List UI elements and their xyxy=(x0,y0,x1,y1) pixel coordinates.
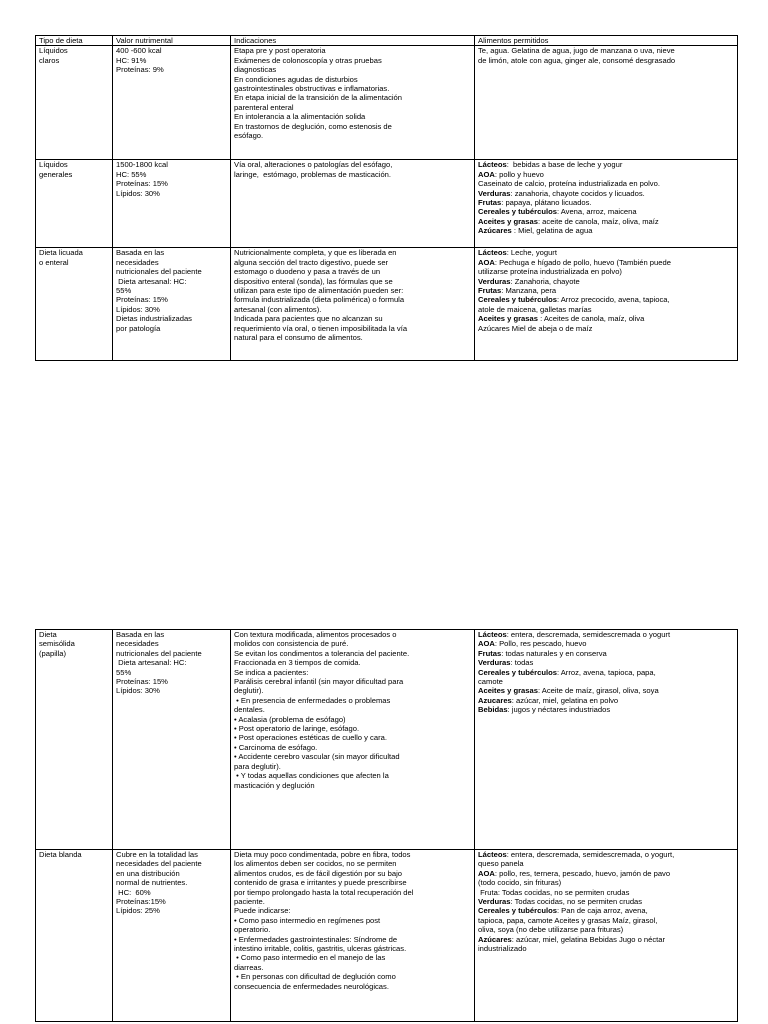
alimentos-line xyxy=(478,888,734,897)
food-group-items: : todas naturales y en conserva xyxy=(501,648,607,658)
alimentos-line xyxy=(478,859,734,868)
indicaciones-line: En trastornos de deglución, como estenosis de xyxy=(234,121,392,131)
food-group-label: Frutas xyxy=(478,648,502,658)
valor-line: Dietas industrializadas xyxy=(116,314,192,324)
diet-table-top xyxy=(35,35,738,361)
food-group-items: Te, agua. Gelatina de agua, jugo de manzana o uva, nieve xyxy=(478,46,675,56)
diet-row-dieta-semisolida xyxy=(36,630,738,850)
indicaciones-line: • Carcinoma de esófago. xyxy=(234,742,318,752)
indicaciones-line: Dieta muy poco condimentada, pobre en fibra, todos xyxy=(234,850,411,859)
food-group-items: industrializado xyxy=(478,944,527,954)
cell-indicaciones xyxy=(231,46,475,160)
valor-line: Dieta artesanal: HC: xyxy=(116,658,187,668)
valor-line: nutricionales del paciente xyxy=(116,267,202,277)
valor-line: Lípidos: 25% xyxy=(116,906,160,916)
alimentos-line xyxy=(478,286,734,295)
alimentos-line xyxy=(478,649,734,658)
food-group-label: Lácteos xyxy=(478,850,507,859)
diet-table-bottom xyxy=(35,629,738,1022)
alimentos-line xyxy=(478,639,734,648)
tipo-line: Dieta blanda xyxy=(39,850,82,859)
indicaciones-line: para deglutir). xyxy=(234,761,281,771)
valor-line: HC: 91% xyxy=(116,55,147,65)
indicaciones-line: En condiciones agudas de disturbios xyxy=(234,74,358,84)
diet-row-dieta-blanda xyxy=(36,850,738,1022)
valor-line: HC: 60% xyxy=(116,887,151,897)
header-row xyxy=(36,36,738,46)
food-group-items: : pollo, res, ternera, pescado, huevo, jamón de pavo xyxy=(494,868,671,878)
valor-line: Proteínas: 9% xyxy=(116,65,164,75)
food-group-label: Lácteos xyxy=(478,630,507,639)
cell-alimentos xyxy=(475,850,738,1022)
food-group-items: : Aceite de maíz, girasol, oliva, soya xyxy=(537,686,659,696)
cell-indicaciones xyxy=(231,850,475,1022)
cell-valor xyxy=(113,630,231,850)
indicaciones-line: utilizan para este tipo de alimentación pueden ser: xyxy=(234,286,404,296)
tipo-line: semisólida xyxy=(39,639,75,649)
food-group-label: Cereales y tubérculos xyxy=(478,906,557,916)
valor-line: Basada en las xyxy=(116,248,165,258)
tipo-line: claros xyxy=(39,55,60,65)
food-group-label: Verduras xyxy=(478,188,511,198)
cell-tipo xyxy=(36,850,113,1022)
food-group-items: : todas xyxy=(510,658,534,668)
valor-line: Proteínas:15% xyxy=(116,897,166,907)
indicaciones-line: diagnosticas xyxy=(234,65,277,75)
food-group-label: Aceites y grasas xyxy=(478,686,538,696)
alimentos-line xyxy=(478,217,734,226)
indicaciones-line: Con textura modificada, alimentos procesados o xyxy=(234,630,397,639)
indicaciones-line: por tiempo prolongado hasta la total recuperación del xyxy=(234,887,414,897)
indicaciones-line: artesanal (con alimentos). xyxy=(234,304,322,314)
alimentos-line xyxy=(478,935,734,944)
indicaciones-line: diarreas. xyxy=(234,962,264,972)
alimentos-line xyxy=(478,668,734,677)
header-indicaciones: Indicaciones xyxy=(231,36,475,46)
food-group-label: Azúcares xyxy=(478,226,512,236)
food-group-items: : aceite de canola, maíz, oliva, maíz xyxy=(537,216,659,226)
food-group-items: Azúcares Miel de abeja o de maíz xyxy=(478,323,593,333)
valor-line: necesidades xyxy=(116,639,159,649)
tipo-line: Líquidos xyxy=(39,46,68,56)
food-group-label: Cereales y tubérculos xyxy=(478,207,557,217)
indicaciones-line: laringe, estómago, problemas de masticación. xyxy=(234,169,392,179)
valor-line: 55% xyxy=(116,667,132,677)
valor-line: 1500-1800 kcal xyxy=(116,160,168,170)
food-group-label: Frutas xyxy=(478,198,502,208)
cell-alimentos xyxy=(475,160,738,248)
cell-valor xyxy=(113,248,231,361)
cell-alimentos xyxy=(475,630,738,850)
alimentos-line xyxy=(478,878,734,887)
alimentos-line xyxy=(478,314,734,323)
indicaciones-line: consecuencia de enfermedades neurológicas. xyxy=(234,981,389,991)
indicaciones-line: • Como paso intermedio en el manejo de las xyxy=(234,953,386,963)
alimentos-line xyxy=(478,207,734,216)
alimentos-line xyxy=(478,248,734,257)
valor-line: Cubre en la totalidad las xyxy=(116,850,198,859)
indicaciones-line: los alimentos deben ser cocidos, no se permiten xyxy=(234,859,397,869)
cell-valor xyxy=(113,46,231,160)
alimentos-line xyxy=(478,677,734,686)
cell-valor xyxy=(113,160,231,248)
header-tipo: Tipo de dieta xyxy=(36,36,113,46)
alimentos-line xyxy=(478,160,734,169)
food-group-items: queso panela xyxy=(478,859,524,869)
food-group-items: de limón, atole con agua, ginger ale, consomé desgrasado xyxy=(478,55,676,65)
indicaciones-line: Vía oral, alteraciones o patologías del esófago, xyxy=(234,160,393,170)
alimentos-line xyxy=(478,305,734,314)
valor-line: Proteínas: 15% xyxy=(116,677,168,687)
food-group-items: Fruta: Todas cocidas, no se permiten crudas xyxy=(478,887,630,897)
food-group-items: utilizarse proteína industrializada en polvo) xyxy=(478,267,622,277)
valor-line: en una distribución xyxy=(116,868,180,878)
indicaciones-line: Etapa pre y post operatoria xyxy=(234,46,326,56)
alimentos-line xyxy=(478,686,734,695)
alimentos-line xyxy=(478,850,734,859)
indicaciones-line: Parálisis cerebral infantil (sin mayor dificultad para xyxy=(234,677,404,687)
food-group-items: : Arroz precocido, avena, tapioca, xyxy=(556,295,670,305)
valor-line: Dieta artesanal: HC: xyxy=(116,276,187,286)
indicaciones-line: • En personas con dificultad de deglución como xyxy=(234,972,396,982)
food-group-items: : Pechuga e hígado de pollo, huevo (También puede xyxy=(494,257,671,267)
food-group-items: : Aceites de canola, maíz, oliva xyxy=(537,314,645,324)
alimentos-line xyxy=(478,324,734,333)
food-group-label: Lácteos xyxy=(478,248,507,258)
alimentos-line xyxy=(478,56,734,65)
food-group-label: AOA xyxy=(478,868,495,878)
indicaciones-line: • Como paso intermedio en regímenes post xyxy=(234,915,381,925)
cell-tipo xyxy=(36,630,113,850)
alimentos-line xyxy=(478,897,734,906)
food-group-items: : Avena, arroz, maicena xyxy=(556,207,637,217)
indicaciones-line: • En presencia de enfermedades o problemas xyxy=(234,695,391,705)
alimentos-line xyxy=(478,696,734,705)
cell-tipo xyxy=(36,160,113,248)
diet-row-liquidos-claros xyxy=(36,46,738,160)
indicaciones-line: operatorio. xyxy=(234,925,271,935)
indicaciones-line: gastrointestinales obstructivas e inflamatorias. xyxy=(234,84,390,94)
alimentos-line xyxy=(478,906,734,915)
alimentos-line xyxy=(478,295,734,304)
cell-indicaciones xyxy=(231,160,475,248)
food-group-items: camote xyxy=(478,677,503,687)
food-group-label: AOA xyxy=(478,639,495,649)
food-group-items: : entera, descremada, semidescremada o yogurt xyxy=(506,630,671,639)
indicaciones-line: Fraccionada en 3 tiempos de comida. xyxy=(234,658,361,668)
food-group-items: : jugos y néctares industriados xyxy=(507,705,611,715)
indicaciones-line: dispositivo enteral (sonda), las fórmulas que se xyxy=(234,276,393,286)
indicaciones-line: formula industrializada (dieta polimérica) o formula xyxy=(234,295,405,305)
valor-line: Lípidos: 30% xyxy=(116,304,160,314)
valor-line: necesidades xyxy=(116,257,159,267)
alimentos-line xyxy=(478,179,734,188)
indicaciones-line: Indicada para pacientes que no alcanzan su xyxy=(234,314,383,324)
cell-valor xyxy=(113,850,231,1022)
indicaciones-line: Puede indicarse: xyxy=(234,906,291,916)
cell-tipo xyxy=(36,46,113,160)
indicaciones-line: parenteral enteral xyxy=(234,102,294,112)
food-group-items: : Todas cocidas, no se permiten crudas xyxy=(510,897,643,907)
indicaciones-line: esófago. xyxy=(234,131,264,141)
food-group-label: Lácteos xyxy=(478,160,507,170)
indicaciones-line: En etapa inicial de la transición de la alimentación xyxy=(234,93,403,103)
indicaciones-line: deglutir). xyxy=(234,686,264,696)
valor-line: Proteínas: 15% xyxy=(116,295,168,305)
alimentos-line xyxy=(478,258,734,267)
alimentos-line xyxy=(478,170,734,179)
food-group-items: : azúcar, miel, gelatina en polvo xyxy=(511,695,619,705)
valor-line: Lípidos: 30% xyxy=(116,686,160,696)
indicaciones-line: natural para el consumo de alimentos. xyxy=(234,333,363,343)
food-group-items: : Leche, yogurt xyxy=(506,248,557,258)
alimentos-line xyxy=(478,630,734,639)
food-group-label: Azucares xyxy=(478,695,512,705)
food-group-items: atole de maicena, galletas marías xyxy=(478,304,592,314)
cell-indicaciones xyxy=(231,630,475,850)
valor-line: 55% xyxy=(116,286,132,296)
alimentos-line xyxy=(478,944,734,953)
food-group-label: Verduras xyxy=(478,658,511,668)
food-group-items: : zanahoria, chayote cocidos y licuados. xyxy=(510,188,645,198)
valor-line: necesidades del paciente xyxy=(116,859,202,869)
food-group-label: Cereales y tubérculos xyxy=(478,667,557,677)
alimentos-line xyxy=(478,869,734,878)
indicaciones-line: Exámenes de colonoscopía y otras pruebas xyxy=(234,55,382,65)
food-group-label: AOA xyxy=(478,257,495,267)
alimentos-line xyxy=(478,916,734,925)
valor-line: nutricionales del paciente xyxy=(116,648,202,658)
food-group-items: : Zanahoria, chayote xyxy=(510,276,580,286)
cell-indicaciones xyxy=(231,248,475,361)
indicaciones-line: alimentos crudos, es de fácil digestión por su bajo xyxy=(234,868,403,878)
alimentos-line xyxy=(478,658,734,667)
food-group-label: Azúcares xyxy=(478,934,512,944)
food-group-items: Caseinato de calcio, proteína industrializada en polvo. xyxy=(478,179,660,189)
food-group-label: Aceites y grasas xyxy=(478,216,538,226)
tipo-line: o enteral xyxy=(39,257,69,267)
food-group-items: : papaya, plátano licuados. xyxy=(501,198,592,208)
alimentos-line xyxy=(478,226,734,235)
indicaciones-line: • Acalasia (problema de esófago) xyxy=(234,714,346,724)
diet-row-dieta-licuada xyxy=(36,248,738,361)
alimentos-line xyxy=(478,277,734,286)
food-group-items: : pollo y huevo xyxy=(494,169,544,179)
food-group-label: Verduras xyxy=(478,276,511,286)
food-group-items: : azúcar, miel, gelatina Bebidas Jugo o néctar xyxy=(511,934,666,944)
valor-line: normal de nutrientes. xyxy=(116,878,188,888)
indicaciones-line: En intolerancia a la alimentación solida xyxy=(234,112,366,122)
food-group-items: tapioca, papa, camote Aceites y grasas Maíz, girasol, xyxy=(478,915,658,925)
food-group-label: Verduras xyxy=(478,897,511,907)
indicaciones-line: Se indica a pacientes: xyxy=(234,667,309,677)
food-group-items: : Miel, gelatina de agua xyxy=(511,226,593,236)
indicaciones-line: intestino irritable, colitis, gastritis, ulceras gástricas. xyxy=(234,944,407,954)
header-alimentos: Alimentos permitidos xyxy=(475,36,738,46)
food-group-label: AOA xyxy=(478,169,495,179)
indicaciones-line: estomago o duodeno y pasa a través de un xyxy=(234,267,381,277)
indicaciones-line: paciente. xyxy=(234,897,265,907)
tipo-line: Dieta xyxy=(39,630,57,639)
food-group-items: : Arroz, avena, tapioca, papa, xyxy=(556,667,656,677)
tipo-line: generales xyxy=(39,169,73,179)
indicaciones-line: dentales. xyxy=(234,705,265,715)
valor-line: Lípidos: 30% xyxy=(116,188,160,198)
indicaciones-line: masticación y deglución xyxy=(234,780,315,790)
cell-alimentos xyxy=(475,248,738,361)
food-group-items: oliva, soya (no debe utilizarse para frituras) xyxy=(478,925,624,935)
alimentos-line xyxy=(478,46,734,55)
food-group-items: : Manzana, pera xyxy=(501,286,557,296)
tipo-line: Líquidos xyxy=(39,160,68,170)
valor-line: Basada en las xyxy=(116,630,165,639)
food-group-items: : entera, descremada, semidescremada, o yogurt, xyxy=(506,850,675,859)
indicaciones-line: • Post operaciones estéticas de cuello y cara. xyxy=(234,733,387,743)
alimentos-line xyxy=(478,925,734,934)
tipo-line: (papilla) xyxy=(39,648,67,658)
food-group-label: Aceites y grasas xyxy=(478,314,538,324)
food-group-items: : Pollo, res pescado, huevo xyxy=(494,639,587,649)
food-group-items: : bebidas a base de leche y yogur xyxy=(506,160,623,170)
food-group-label: Frutas xyxy=(478,286,502,296)
cell-tipo xyxy=(36,248,113,361)
indicaciones-line: contenido de grasa e irritantes y puede prescribirse xyxy=(234,878,407,888)
indicaciones-line: Nutricionalmente completa, y que es liberada en xyxy=(234,248,397,258)
indicaciones-line: requerimiento vía oral, o tienen imposibilitada la vía xyxy=(234,323,408,333)
alimentos-line xyxy=(478,198,734,207)
valor-line: HC: 55% xyxy=(116,169,147,179)
food-group-label: Cereales y tubérculos xyxy=(478,295,557,305)
diet-row-liquidos-generales xyxy=(36,160,738,248)
indicaciones-line: alguna sección del tracto digestivo, puede ser xyxy=(234,257,389,267)
indicaciones-line: • Accidente cerebro vascular (sin mayor dificultad xyxy=(234,752,400,762)
valor-line: por patología xyxy=(116,323,161,333)
indicaciones-line: • Enfermedades gastrointestinales: Síndrome de xyxy=(234,934,398,944)
valor-line: Proteínas: 15% xyxy=(116,179,168,189)
cell-alimentos xyxy=(475,46,738,160)
alimentos-line xyxy=(478,189,734,198)
alimentos-line xyxy=(478,267,734,276)
food-group-items: (todo cocido, sin frituras) xyxy=(478,878,562,888)
indicaciones-line: • Y todas aquellas condiciones que afecten la xyxy=(234,771,389,781)
indicaciones-line: molidos con consistencia de puré. xyxy=(234,639,349,649)
tipo-line: Dieta licuada xyxy=(39,248,83,258)
indicaciones-line: Se evitan los condimentos a tolerancia del paciente. xyxy=(234,648,410,658)
food-group-label: Bebidas xyxy=(478,705,508,715)
indicaciones-line: • Post operatorio de laringe, esófago. xyxy=(234,724,360,734)
alimentos-line xyxy=(478,705,734,714)
food-group-items: : Pan de caja arroz, avena, xyxy=(556,906,648,916)
valor-line: 400 -600 kcal xyxy=(116,46,162,56)
header-valor: Valor nutrimental xyxy=(113,36,231,46)
